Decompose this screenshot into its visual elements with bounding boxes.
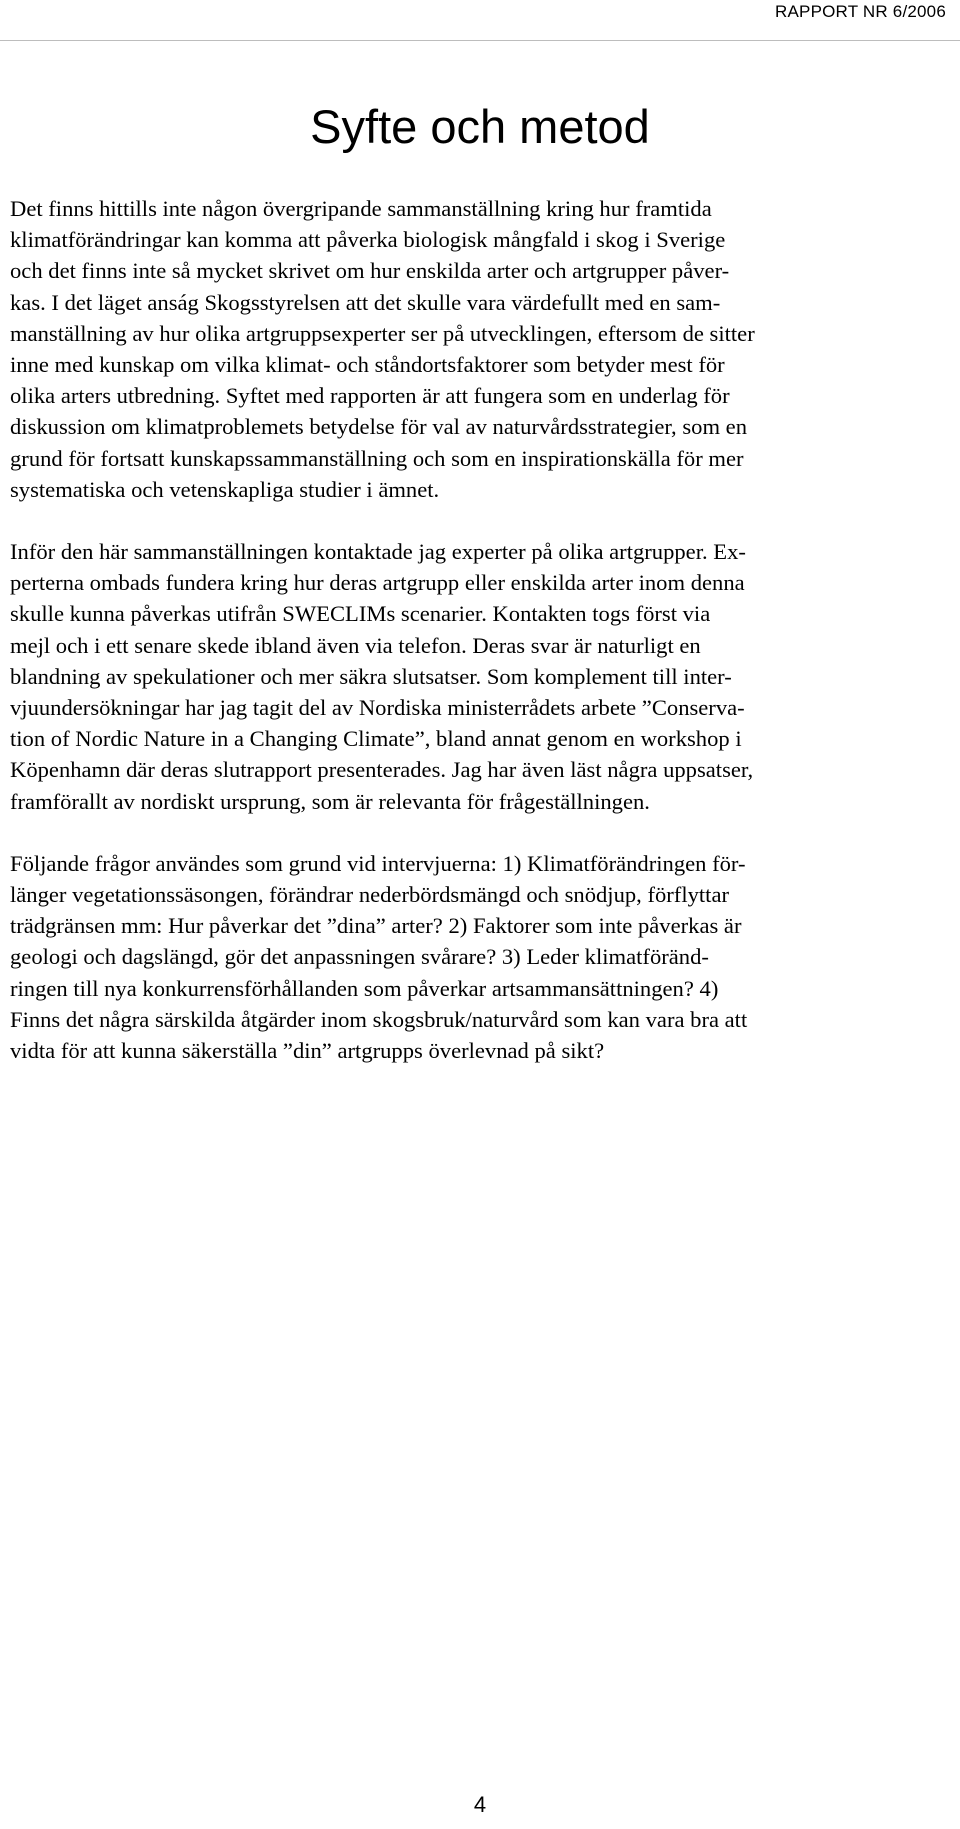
text-line: framförallt av nordiskt ursprung, som är relevanta för frågeställningen. xyxy=(10,788,650,814)
text-line: perterna ombads fundera kring hur deras artgrupp eller enskilda arter inom denna xyxy=(10,570,745,596)
text-line: geologi och dagslängd, gör det anpassningen svårare? 3) Leder klimatföränd- xyxy=(10,944,709,970)
text-line: länger vegetationssäsongen, förändrar nederbördsmängd och snödjup, förflyttar xyxy=(10,882,730,908)
text-line: trädgränsen mm: Hur påverkar det ”dina” arter? 2) Faktorer som inte påverkas är xyxy=(10,913,742,939)
text-line: Köpenhamn där deras slutrapport presenterades. Jag har även läst några uppsatser, xyxy=(10,757,754,783)
header-divider xyxy=(0,40,960,41)
page-title: Syfte och metod xyxy=(310,100,650,153)
text-line: tion of Nordic Nature in a Changing Climate”, bland annat genom en workshop i xyxy=(10,726,742,752)
text-line: olika arters utbredning. Syftet med rapporten är att fungera som en underlag för xyxy=(10,383,730,409)
text-line: vidta för att kunna säkerställa ”din” artgrupps överlevnad på sikt? xyxy=(10,1038,605,1064)
text-line: skulle kunna påverkas utifrån SWECLIMs scenarier. Kontakten togs först via xyxy=(10,601,711,627)
paragraph-2 xyxy=(10,536,950,817)
text-line: Finns det några särskilda åtgärder inom skogsbruk/naturvård som kan vara bra att xyxy=(10,1006,748,1032)
text-line: mejl och i ett senare skede ibland även via telefon. Deras svar är naturligt en xyxy=(10,632,701,658)
text-line: vjuundersökningar har jag tagit del av Nordiska ministerrådets arbete ”Conserva- xyxy=(10,695,745,721)
text-line: grund för fortsatt kunskapssammanställning och som en inspirationskälla för mer xyxy=(10,445,744,471)
text-line: inne med kunskap om vilka klimat- och ståndortsfaktorer som betyder mest för xyxy=(10,352,725,378)
running-head: RAPPORT NR 6/2006 xyxy=(775,2,946,21)
page-number: 4 xyxy=(473,1792,487,1817)
text-line: systematiska och vetenskapliga studier i ämnet. xyxy=(10,476,440,502)
text-line: ringen till nya konkurrensförhållanden som påverkar artsammansättningen? 4) xyxy=(10,975,719,1001)
text-line: manställning av hur olika artgruppsexperter ser på utvecklingen, eftersom de sitter xyxy=(10,320,755,346)
text-line: blandning av spekulationer och mer säkra slutsatser. Som komplement till inter- xyxy=(10,663,732,689)
paragraph-1 xyxy=(10,193,950,505)
text-line: Inför den här sammanställningen kontaktade jag experter på olika artgrupper. Ex- xyxy=(10,539,746,565)
text-line: Följande frågor användes som grund vid intervjuerna: 1) Klimatförändringen för- xyxy=(10,850,746,876)
text-line: Det finns hittills inte någon övergripande sammanställning kring hur framtida xyxy=(10,196,712,221)
text-line: kas. I det läget anság Skogsstyrelsen att det skulle vara värdefullt med en sam- xyxy=(10,289,721,315)
paragraph-3 xyxy=(10,848,950,1066)
text-line: diskussion om klimatproblemets betydelse för val av naturvårdsstrategier, som en xyxy=(10,414,747,440)
body-text xyxy=(10,193,950,1097)
text-line: och det finns inte så mycket skrivet om hur enskilda arter och artgrupper påver- xyxy=(10,258,730,284)
text-line: klimatförändringar kan komma att påverka biologisk mångfald i skog i Sverige xyxy=(10,227,726,253)
